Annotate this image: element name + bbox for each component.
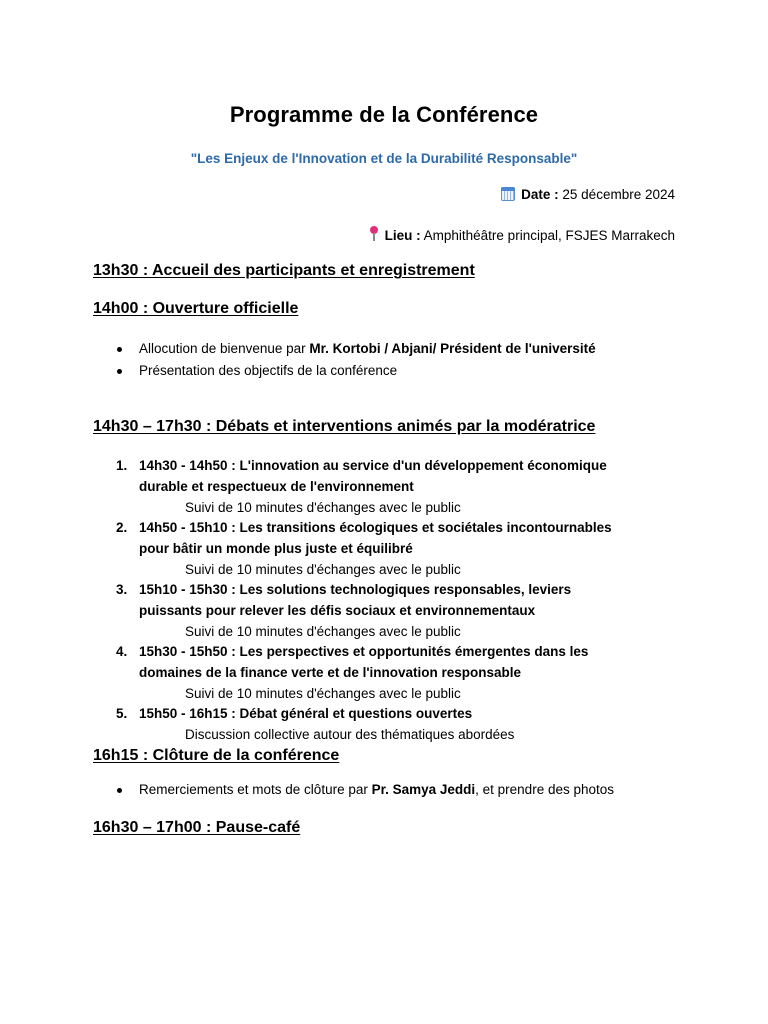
list-item [116, 579, 679, 642]
date-line [501, 187, 675, 202]
bullet-text-end: , et prendre des photos [475, 782, 614, 797]
section-heading-accueil: 13h30 : Accueil des participants et enregistrement [93, 262, 475, 279]
bullet-text: Remerciements et mots de clôture par [139, 782, 372, 797]
calendar-icon [501, 187, 515, 201]
item-number: 4. [116, 644, 128, 659]
list-item [116, 455, 679, 518]
item-title-line2: durable et respectueux de l'environnement [139, 479, 414, 494]
item-title-line2: pour bâtir un monde plus juste et équilibré [139, 541, 413, 556]
list-item [116, 517, 679, 580]
bullet-text: Allocution de bienvenue par [139, 341, 310, 356]
date-label: Date : [521, 187, 559, 202]
item-followup: Suivi de 10 minutes d'échanges avec le public [185, 624, 461, 639]
section-heading-debats: 14h30 – 17h30 : Débats et interventions animés par la modératrice [93, 418, 596, 435]
item-title-line1: 15h30 - 15h50 : Les perspectives et opportunités émergentes dans les [139, 644, 589, 659]
item-followup: Suivi de 10 minutes d'échanges avec le public [185, 686, 461, 701]
speaker-name: Pr. Samya Jeddi [371, 782, 476, 797]
item-number: 2. [116, 520, 128, 535]
speaker-name: Mr. Kortobi / Abjani/ Président de l'université [309, 341, 596, 356]
item-followup: Suivi de 10 minutes d'échanges avec le public [185, 500, 461, 515]
lieu-label: Lieu : [384, 228, 421, 243]
item-title-line1: 15h50 - 16h15 : Débat général et questions ouvertes [139, 706, 473, 721]
item-number: 3. [116, 582, 128, 597]
bullet-allocution [139, 341, 596, 356]
item-title-line2: puissants pour relever les défis sociaux et environnementaux [139, 603, 536, 618]
item-title-line1: 15h10 - 15h30 : Les solutions technologiques responsables, leviers [139, 582, 572, 597]
lieu-value: Amphithéâtre principal, FSJES Marrakech [423, 228, 675, 243]
bullet-presentation: Présentation des objectifs de la conférence [139, 363, 398, 378]
item-title-line1: 14h30 - 14h50 : L'innovation au service d'un développement économique [139, 458, 607, 473]
item-title-line2: domaines de la finance verte et de l'innovation responsable [139, 665, 522, 680]
date-value: 25 décembre 2024 [562, 187, 675, 202]
item-number: 5. [116, 706, 128, 721]
list-item [116, 703, 679, 745]
item-number: 1. [116, 458, 128, 473]
item-title-line1: 14h50 - 15h10 : Les transitions écologiques et sociétales incontournables [139, 520, 612, 535]
section-heading-cloture: 16h15 : Clôture de la conférence [93, 747, 340, 764]
item-followup: Discussion collective autour des thématiques abordées [185, 727, 515, 742]
item-followup: Suivi de 10 minutes d'échanges avec le public [185, 562, 461, 577]
section-heading-pause: 16h30 – 17h00 : Pause-café [93, 819, 301, 836]
bullet-remerciements [139, 782, 614, 797]
subtitle: "Les Enjeux de l'Innovation et de la Durabilité Responsable" [190, 151, 578, 166]
list-item [116, 641, 679, 704]
lieu-line [369, 226, 675, 243]
pin-icon [369, 226, 379, 242]
section-heading-ouverture: 14h00 : Ouverture officielle [93, 300, 299, 317]
page-title: Programme de la Conférence [229, 102, 539, 127]
